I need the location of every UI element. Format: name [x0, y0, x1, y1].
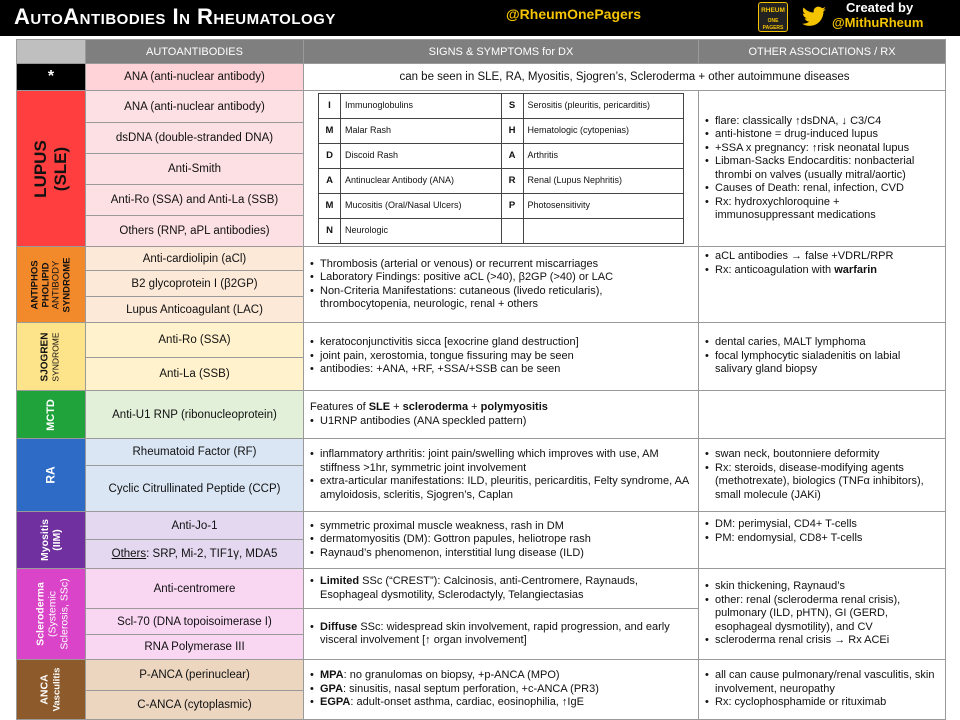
antibody-ra-1: Rheumatoid Factor (RF): [86, 439, 304, 466]
criteria-letter: H: [501, 119, 523, 144]
criteria-text: Serositis (pleuritis, pericarditis): [523, 94, 684, 119]
autoantibody-table: [16, 39, 946, 720]
table-row-myositis: [17, 512, 946, 540]
antibody-sle-4: Anti-Ro (SSA) and Anti-La (SSB): [86, 185, 304, 216]
list-item: • keratoconjunctivitis sicca [exocrine gland destruction]: [310, 336, 692, 350]
category-scleroderma-line1: Scleroderma: [34, 582, 47, 646]
list-item: • Laboratory Findings: positive aCL (>40), β2GP (>40) or LAC: [310, 271, 692, 285]
ssc-diffuse-text: SSc: widespread skin involvement, rapid progression, and early visceral involvement [↑ organ involvement]: [320, 620, 670, 646]
antibody-sjogren-2: Anti-La (SSB): [86, 358, 304, 391]
ra-signs: [304, 439, 699, 512]
category-sle-label: [31, 140, 71, 198]
criteria-text: Antinuclear Antibody (ANA): [341, 169, 502, 194]
ssc-limited: [304, 569, 699, 609]
category-scleroderma-line3: Sclerosis, SSc): [58, 578, 71, 650]
logo-subtext: ONE PAGERS: [762, 18, 784, 31]
mctd-signs: [304, 391, 699, 439]
category-sjogren-line2: SYNDROME: [51, 331, 61, 382]
criteria-row: [319, 94, 684, 119]
criteria-letter: A: [319, 169, 341, 194]
list-item: • Rx: hydroxychloroquine + immunosuppressant medications: [705, 196, 939, 223]
column-header-autoantibodies: AUTOANTIBODIES: [86, 40, 304, 64]
sjogren-associations: [699, 323, 946, 391]
criteria-text: Neurologic: [341, 219, 502, 244]
criteria-row: [319, 119, 684, 144]
list-item: • focal lymphocytic sialadenitis on labial salivary gland biopsy: [705, 350, 939, 377]
category-ana: *: [17, 64, 86, 91]
antibody-ra-2: Cyclic Citrullinated Peptide (CCP): [86, 466, 304, 512]
category-anca-line2: Vasculitis: [51, 667, 63, 712]
category-myositis-line1: Myositis: [38, 518, 51, 562]
list-item: • Rx: cyclophosphamide or rituximab: [705, 696, 939, 710]
antibody-aps-2: B2 glycoprotein I (β2GP): [86, 271, 304, 297]
table-row-mctd: [17, 391, 946, 439]
list-item: • Causes of Death: renal, infection, CVD: [705, 182, 939, 196]
category-scleroderma-label: [35, 578, 71, 649]
list-item: • PM: endomysial, CD8+ T-cells: [705, 532, 939, 546]
criteria-text: Mucositis (Oral/Nasal Ulcers): [341, 194, 502, 219]
criteria-text: Hematologic (cytopenias): [523, 119, 684, 144]
category-scleroderma: [17, 569, 86, 660]
criteria-text: Arthritis: [523, 144, 684, 169]
category-myositis-label: [39, 519, 63, 561]
antibody-sle-5: Others (RNP, aPL antibodies): [86, 215, 304, 246]
sle-criteria-table: [318, 93, 684, 244]
anca-mpa-label: MPA: [320, 669, 344, 682]
criteria-row: [319, 194, 684, 219]
table-row-ana: [17, 64, 946, 91]
category-myositis: [17, 512, 86, 569]
ssc-diffuse-label: Diffuse: [320, 620, 358, 633]
list-item: • Raynaud’s phenomenon, interstitial lung disease (ILD): [310, 547, 692, 561]
anca-gpa-text: : sinusitis, nasal septum perforation, +c-ANCA (PR3): [343, 682, 599, 695]
antibody-sle-2: dsDNA (double-stranded DNA): [86, 123, 304, 154]
list-item: • Rx: steroids, disease-modifying agents (methotrexate), biologics (TNFα inhibitors), small molecule (JAKi): [705, 462, 939, 503]
criteria-letter: A: [501, 144, 523, 169]
table-row-anca: [17, 660, 946, 691]
category-aps-line1: ANTIPHOS: [29, 259, 40, 310]
criteria-row: [319, 169, 684, 194]
mctd-feat-pre: Features of: [310, 401, 369, 413]
antibody-aps-1: Anti-cardiolipin (aCl): [86, 247, 304, 271]
criteria-letter: D: [319, 144, 341, 169]
category-mctd-label: MCTD: [45, 398, 57, 431]
table-row-scleroderma: [17, 569, 946, 609]
twitter-handle[interactable]: @MithuRheum: [832, 15, 924, 30]
logo-text: RHEUM: [761, 7, 785, 14]
list-item: [310, 669, 692, 683]
list-item: • joint pain, xerostomia, tongue fissuring may be seen: [310, 350, 692, 364]
antibody-scleroderma-3: RNA Polymerase III: [86, 635, 304, 660]
category-anca-line1: ANCA: [38, 674, 51, 705]
list-item: • extra-articular manifestations: ILD, pleuritis, pericarditis, Felty syndrome, AA amyloidosis, scleritis, Sjogren’s, Caplan: [310, 475, 692, 502]
list-item: [310, 575, 692, 602]
antibody-sle-3: Anti-Smith: [86, 154, 304, 185]
ana-description: can be seen in SLE, RA, Myositis, Sjogren’s, Scleroderma + other autoimmune diseases: [304, 64, 946, 91]
category-ra-label: RA: [44, 466, 58, 484]
category-sle-line2: (SLE): [51, 146, 70, 191]
category-sle-line1: LUPUS: [31, 139, 50, 198]
category-sjogren-label: [40, 332, 62, 381]
others-label: Others: [111, 548, 147, 560]
list-item: • scleroderma renal crisis → Rx ACEi: [705, 634, 939, 648]
category-aps-line3: ANTIBODY: [50, 260, 61, 309]
list-item: • Libman-Sacks Endocarditis: nonbacterial thrombi on valves (usually mitral/aortic): [705, 155, 939, 182]
anca-egpa-text: : adult-onset asthma, cardiac, eosinophilia, ↑IgE: [350, 696, 584, 709]
list-item: • other: renal (scleroderma renal crisis), pulmonary (ILD, pHTN), GI (GERD, esophageal dysmotility), and CV: [705, 594, 939, 635]
list-item: • skin thickening, Raynaud’s: [705, 580, 939, 594]
antibody-myositis-1: Anti-Jo-1: [86, 512, 304, 540]
aps-rx-bold: warfarin: [834, 263, 878, 276]
list-item: [310, 683, 692, 697]
aps-rx-text: Rx: anticoagulation with: [715, 263, 835, 276]
anca-egpa-label: EGPA: [320, 696, 351, 709]
anca-mpa-text: : no granulomas on biopsy, +p-ANCA (MPO): [343, 669, 560, 682]
sjogren-signs: [304, 323, 699, 391]
mctd-feat-polymyositis: polymyositis: [480, 401, 548, 413]
list-item: • DM: perimysial, CD4+ T-cells: [705, 518, 939, 532]
antibody-mctd: Anti-U1 RNP (ribonucleoprotein): [86, 391, 304, 439]
criteria-text: Immunoglobulins: [341, 94, 502, 119]
antibody-scleroderma-1: Anti-centromere: [86, 569, 304, 609]
criteria-text: Malar Rash: [341, 119, 502, 144]
list-item: • flare: classically ↑dsDNA, ↓ C3/C4: [705, 115, 939, 129]
myositis-signs: [304, 512, 699, 569]
table-row-sle: [17, 91, 946, 123]
list-item: • inflammatory arthritis: joint pain/swelling which improves with use, AM stiffness >1hr, symmetric joint involvement: [310, 448, 692, 475]
ssc-diffuse: [304, 609, 699, 660]
list-item: • Non-Criteria Manifestations: cutaneous (livedo reticularis), thrombocytopenia, neurologic, renal + others: [310, 285, 692, 312]
anca-associations: [699, 660, 946, 720]
category-aps: [17, 247, 86, 323]
scleroderma-associations: [699, 569, 946, 660]
aps-associations: [699, 247, 946, 323]
list-item: • swan neck, boutonniere deformity: [705, 448, 939, 462]
list-item: • anti-histone = drug-induced lupus: [705, 128, 939, 142]
anca-gpa-label: GPA: [320, 682, 344, 695]
criteria-text: Renal (Lupus Nephritis): [523, 169, 684, 194]
rheum-one-pagers-logo: [758, 2, 788, 32]
category-sle: [17, 91, 86, 247]
category-scleroderma-line2: (Systemic: [46, 590, 59, 638]
antibody-anca-1: P-ANCA (perinuclear): [86, 660, 304, 691]
category-anca: [17, 660, 86, 720]
mctd-feat-sle: SLE: [368, 401, 391, 413]
column-header-signs-symptoms: SIGNS & SYMPTOMS for DX: [304, 40, 699, 64]
category-aps-label: [30, 257, 72, 312]
criteria-letter: M: [319, 194, 341, 219]
page-title: AutoAntibodies In Rheumatology: [14, 4, 336, 29]
criteria-letter: N: [319, 219, 341, 244]
table-row-aps: [17, 247, 946, 271]
column-header-associations: OTHER ASSOCIATIONS / RX: [699, 40, 946, 64]
category-myositis-line2: (IIM): [50, 529, 63, 551]
list-item: • aCL antibodies → false +VDRL/RPR: [705, 250, 939, 264]
mctd-feat-scleroderma: scleroderma: [402, 401, 469, 413]
antibody-anca-2: C-ANCA (cytoplasmic): [86, 691, 304, 720]
criteria-row: [319, 144, 684, 169]
criteria-letter: S: [501, 94, 523, 119]
mctd-feat-plus: +: [390, 401, 403, 413]
antibody-ana: ANA (anti-nuclear antibody): [86, 64, 304, 91]
ra-associations: [699, 439, 946, 512]
instagram-handle[interactable]: @RheumOnePagers: [506, 6, 642, 22]
list-item: • U1RNP antibodies (ANA speckled pattern): [310, 415, 692, 429]
antibody-scleroderma-2: Scl-70 (DNA topoisoimerase I): [86, 609, 304, 635]
table-row-sjogren: [17, 323, 946, 358]
antibody-sjogren-1: Anti-Ro (SSA): [86, 323, 304, 358]
others-list: : SRP, Mi-2, TIF1γ, MDA5: [146, 548, 278, 560]
antibody-myositis-2: [86, 540, 304, 569]
antibody-aps-3: Lupus Anticoagulant (LAC): [86, 297, 304, 323]
anca-signs: [304, 660, 699, 720]
list-item: • symmetric proximal muscle weakness, rash in DM: [310, 520, 692, 534]
category-mctd: [17, 391, 86, 439]
table-row-ra: [17, 439, 946, 466]
criteria-text: Photosensitivity: [523, 194, 684, 219]
criteria-letter: R: [501, 169, 523, 194]
criteria-letter: M: [319, 119, 341, 144]
ssc-limited-text: SSc (“CREST”): Calcinosis, anti-Centromere, Raynauds, Esophageal dysmotility, Sclerodactyly, Telangiectasias: [320, 575, 638, 601]
list-item: [705, 264, 939, 278]
mctd-feat-plus: +: [468, 401, 481, 413]
category-aps-line2: PHOLIPID: [39, 262, 51, 307]
list-item: • +SSA x pregnancy: ↑risk neonatal lupus: [705, 142, 939, 156]
sle-criteria-cell: [304, 91, 699, 247]
created-by-label: Created by: [846, 0, 914, 15]
table-header-row: [17, 40, 946, 64]
header-bar: [0, 0, 960, 36]
twitter-bird-icon: [801, 4, 827, 30]
criteria-text: Discoid Rash: [341, 144, 502, 169]
list-item: • antibodies: +ANA, +RF, +SSA/+SSB can be seen: [310, 363, 692, 377]
list-item: • dermatomyositis (DM): Gottron papules, heliotrope rash: [310, 533, 692, 547]
criteria-row: [319, 219, 684, 244]
list-item: • Thrombosis (arterial or venous) or recurrent miscarriages: [310, 258, 692, 272]
list-item: [310, 621, 692, 648]
header-corner: [17, 40, 86, 64]
criteria-text: [523, 219, 684, 244]
myositis-associations: [699, 512, 946, 569]
antibody-sle-1: ANA (anti-nuclear antibody): [86, 91, 304, 123]
sle-associations: [699, 91, 946, 247]
category-sjogren: [17, 323, 86, 391]
list-item: [310, 696, 692, 710]
list-item: • dental caries, MALT lymphoma: [705, 336, 939, 350]
category-ra: [17, 439, 86, 512]
criteria-letter: P: [501, 194, 523, 219]
category-aps-line4: SYNDROME: [60, 257, 72, 312]
criteria-letter: [501, 219, 523, 244]
aps-signs: [304, 247, 699, 323]
mctd-features: [310, 401, 692, 415]
mctd-associations: [699, 391, 946, 439]
category-anca-label: [39, 668, 64, 712]
list-item: • all can cause pulmonary/renal vasculitis, skin involvement, neuropathy: [705, 669, 939, 696]
category-sjogren-line1: SJOGREN: [40, 332, 51, 381]
criteria-letter: I: [319, 94, 341, 119]
ssc-limited-label: Limited: [320, 575, 360, 587]
